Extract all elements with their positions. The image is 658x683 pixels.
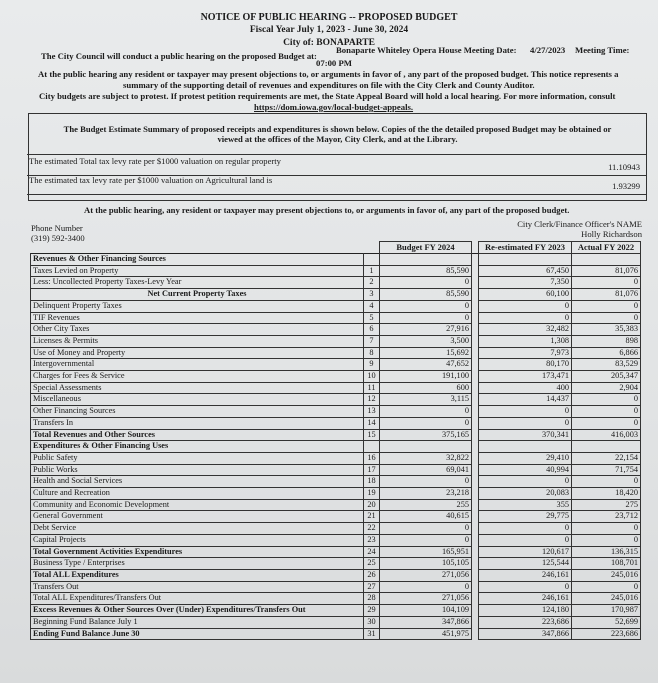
column-spacer — [472, 265, 479, 277]
value-budget-fy2024: 3,115 — [380, 394, 472, 406]
table-row — [31, 628, 641, 640]
table-row — [31, 347, 641, 359]
meeting-time-label: Meeting Time: — [575, 45, 630, 55]
value-actual-fy2022 — [572, 441, 641, 453]
value-actual-fy2022: 416,003 — [572, 429, 641, 441]
table-row — [31, 558, 641, 570]
column-spacer — [472, 277, 479, 289]
notice-title: NOTICE OF PUBLIC HEARING -- PROPOSED BUDGET — [200, 12, 458, 23]
column-header-actual-fy2022: Actual FY 2022 — [572, 242, 641, 254]
column-spacer — [472, 324, 479, 336]
value-reestimated-fy2023: 0 — [479, 476, 572, 488]
column-spacer — [472, 452, 479, 464]
value-actual-fy2022: 136,315 — [572, 546, 641, 558]
row-label: Culture and Recreation — [31, 488, 364, 500]
value-reestimated-fy2023: 0 — [479, 406, 572, 418]
column-spacer — [472, 371, 479, 383]
hearing-intro: The City Council will conduct a public hearing on the proposed Budget at: — [41, 51, 317, 61]
value-budget-fy2024: 0 — [380, 277, 472, 289]
clerk-label: City Clerk/Finance Officer's NAME — [517, 219, 642, 229]
value-reestimated-fy2023: 120,617 — [479, 546, 572, 558]
column-spacer — [472, 359, 479, 371]
column-spacer — [472, 335, 479, 347]
budget-table — [30, 241, 641, 640]
value-actual-fy2022: 0 — [572, 581, 641, 593]
column-spacer — [472, 605, 479, 617]
column-spacer — [472, 534, 479, 546]
column-spacer — [472, 441, 479, 453]
row-label: Use of Money and Property — [31, 347, 364, 359]
header-line-number — [364, 242, 380, 254]
line-number: 28 — [364, 593, 380, 605]
value-reestimated-fy2023: 20,083 — [479, 488, 572, 500]
line-number: 29 — [364, 605, 380, 617]
value-reestimated-fy2023: 0 — [479, 534, 572, 546]
table-row — [31, 265, 641, 277]
value-actual-fy2022: 170,987 — [572, 605, 641, 617]
phone-label: Phone Number — [31, 223, 83, 233]
column-spacer — [472, 488, 479, 500]
value-budget-fy2024: 375,165 — [380, 429, 472, 441]
row-label: Other Financing Sources — [31, 406, 364, 418]
value-actual-fy2022: 22,154 — [572, 452, 641, 464]
row-label: Beginning Fund Balance July 1 — [31, 616, 364, 628]
appeals-link[interactable]: https://dom.iowa.gov/local-budget-appeals. — [254, 102, 414, 112]
line-number — [364, 254, 380, 266]
line-number: 3 — [364, 289, 380, 301]
column-spacer — [472, 581, 479, 593]
meeting-date: 4/27/2023 — [530, 45, 566, 55]
objection-paragraph-line2: summary of the supporting detail of revenues and expenditures on file with the City Clerk and County Auditor. — [123, 80, 535, 90]
value-actual-fy2022: 2,904 — [572, 382, 641, 394]
table-row — [31, 429, 641, 441]
table-row — [31, 277, 641, 289]
table-row — [31, 523, 641, 535]
value-actual-fy2022: 205,347 — [572, 371, 641, 383]
value-budget-fy2024: 0 — [380, 534, 472, 546]
ag-levy-rate-value: 1.93299 — [612, 181, 640, 191]
table-row — [31, 593, 641, 605]
value-budget-fy2024: 85,590 — [380, 289, 472, 301]
row-label: Debt Service — [31, 523, 364, 535]
value-budget-fy2024: 347,866 — [380, 616, 472, 628]
table-row — [31, 534, 641, 546]
value-budget-fy2024: 0 — [380, 417, 472, 429]
value-budget-fy2024: 27,916 — [380, 324, 472, 336]
value-actual-fy2022: 6,866 — [572, 347, 641, 359]
header-blank — [31, 242, 364, 254]
line-number: 12 — [364, 394, 380, 406]
value-reestimated-fy2023: 246,161 — [479, 569, 572, 581]
table-row — [31, 324, 641, 336]
value-actual-fy2022: 81,076 — [572, 289, 641, 301]
line-number: 18 — [364, 476, 380, 488]
table-row — [31, 300, 641, 312]
value-reestimated-fy2023: 347,866 — [479, 628, 572, 640]
value-budget-fy2024: 3,500 — [380, 335, 472, 347]
value-budget-fy2024: 271,056 — [380, 569, 472, 581]
row-label: Intergovernmental — [31, 359, 364, 371]
column-spacer — [472, 300, 479, 312]
value-reestimated-fy2023: 400 — [479, 382, 572, 394]
column-spacer — [472, 242, 479, 254]
regular-levy-rate-row — [27, 154, 646, 176]
table-row — [31, 254, 641, 266]
value-reestimated-fy2023: 223,686 — [479, 616, 572, 628]
value-budget-fy2024: 271,056 — [380, 593, 472, 605]
value-budget-fy2024: 69,041 — [380, 464, 472, 476]
table-row — [31, 382, 641, 394]
row-label: Public Works — [31, 464, 364, 476]
row-label: Charges for Fees & Service — [31, 371, 364, 383]
column-spacer — [472, 429, 479, 441]
value-actual-fy2022: 223,686 — [572, 628, 641, 640]
column-spacer — [472, 558, 479, 570]
value-reestimated-fy2023: 370,341 — [479, 429, 572, 441]
table-row — [31, 406, 641, 418]
row-label: Total ALL Expenditures — [31, 569, 364, 581]
value-budget-fy2024: 0 — [380, 312, 472, 324]
row-label: Health and Social Services — [31, 476, 364, 488]
column-spacer — [472, 394, 479, 406]
clerk-name: Holly Richardson — [581, 229, 642, 239]
row-label: Capital Projects — [31, 534, 364, 546]
value-actual-fy2022: 245,016 — [572, 593, 641, 605]
ag-levy-rate-label: The estimated tax levy rate per $1000 valuation on Agricultural land is — [29, 175, 273, 185]
column-spacer — [472, 312, 479, 324]
value-reestimated-fy2023 — [479, 254, 572, 266]
line-number: 24 — [364, 546, 380, 558]
value-reestimated-fy2023: 29,775 — [479, 511, 572, 523]
line-number: 1 — [364, 265, 380, 277]
row-label: Net Current Property Taxes — [31, 289, 364, 301]
value-reestimated-fy2023: 173,471 — [479, 371, 572, 383]
value-actual-fy2022: 0 — [572, 523, 641, 535]
value-budget-fy2024: 600 — [380, 382, 472, 394]
budget-summary-box — [28, 113, 647, 201]
value-actual-fy2022: 35,383 — [572, 324, 641, 336]
line-number — [364, 441, 380, 453]
column-spacer — [472, 476, 479, 488]
value-reestimated-fy2023: 0 — [479, 523, 572, 535]
phone-number: (319) 592-3400 — [31, 233, 85, 243]
table-row — [31, 312, 641, 324]
column-spacer — [472, 254, 479, 266]
row-label: Transfers In — [31, 417, 364, 429]
value-reestimated-fy2023: 32,482 — [479, 324, 572, 336]
value-budget-fy2024: 451,975 — [380, 628, 472, 640]
row-label: Excess Revenues & Other Sources Over (Under) Expenditures/Transfers Out — [31, 605, 364, 617]
line-number: 5 — [364, 312, 380, 324]
row-label: Expenditures & Other Financing Uses — [31, 441, 364, 453]
table-row — [31, 289, 641, 301]
value-reestimated-fy2023: 0 — [479, 581, 572, 593]
table-row — [31, 417, 641, 429]
column-spacer — [472, 289, 479, 301]
line-number: 15 — [364, 429, 380, 441]
hearing-location: Bonaparte Whiteley Opera House Meeting Date: — [336, 45, 517, 55]
value-budget-fy2024: 105,105 — [380, 558, 472, 570]
value-reestimated-fy2023: 14,437 — [479, 394, 572, 406]
value-reestimated-fy2023: 0 — [479, 300, 572, 312]
objection-paragraph-line1: At the public hearing any resident or taxpayer may present objections to, or arguments in favor of , any part of the proposed budget. This notice represents a — [38, 69, 619, 79]
column-spacer — [472, 511, 479, 523]
value-reestimated-fy2023: 67,450 — [479, 265, 572, 277]
summary-line1: The Budget Estimate Summary of proposed receipts and expenditures is shown below. Copies of the the detailed proposed Budget may be obtained or — [63, 124, 612, 134]
column-spacer — [472, 406, 479, 418]
value-budget-fy2024 — [380, 254, 472, 266]
row-label: Community and Economic Development — [31, 499, 364, 511]
protest-paragraph-line1: City budgets are subject to protest. If protest petition requirements are met, the State Appeal Board will hold a local hearing. For more information, consult — [39, 91, 616, 101]
value-reestimated-fy2023: 29,410 — [479, 452, 572, 464]
regular-levy-rate-value: 11.10943 — [608, 162, 640, 172]
value-actual-fy2022 — [572, 254, 641, 266]
value-actual-fy2022: 0 — [572, 300, 641, 312]
line-number: 16 — [364, 452, 380, 464]
table-row — [31, 605, 641, 617]
row-label: TIF Revenues — [31, 312, 364, 324]
line-number: 21 — [364, 511, 380, 523]
value-budget-fy2024: 191,100 — [380, 371, 472, 383]
value-actual-fy2022: 18,420 — [572, 488, 641, 500]
value-budget-fy2024: 32,822 — [380, 452, 472, 464]
row-label: Less: Uncollected Property Taxes-Levy Year — [31, 277, 364, 289]
table-row — [31, 511, 641, 523]
fiscal-year: Fiscal Year July 1, 2023 - June 30, 2024 — [249, 25, 409, 35]
value-budget-fy2024: 47,652 — [380, 359, 472, 371]
table-row — [31, 546, 641, 558]
line-number: 7 — [364, 335, 380, 347]
value-actual-fy2022: 108,701 — [572, 558, 641, 570]
column-header-budget-fy2024: Budget FY 2024 — [380, 242, 472, 254]
column-spacer — [472, 628, 479, 640]
hearing-statement: At the public hearing, any resident or taxpayer may present objections to, or arguments in favor of, any part of the proposed budget. — [84, 205, 570, 215]
column-spacer — [472, 417, 479, 429]
ag-levy-rate-row — [27, 174, 646, 195]
value-actual-fy2022: 0 — [572, 394, 641, 406]
table-row — [31, 441, 641, 453]
value-actual-fy2022: 0 — [572, 406, 641, 418]
table-row — [31, 488, 641, 500]
column-spacer — [472, 569, 479, 581]
city-name: City of: BONAPARTE — [283, 38, 375, 48]
value-budget-fy2024: 0 — [380, 523, 472, 535]
line-number: 25 — [364, 558, 380, 570]
value-actual-fy2022: 0 — [572, 476, 641, 488]
value-budget-fy2024: 0 — [380, 406, 472, 418]
value-actual-fy2022: 83,529 — [572, 359, 641, 371]
column-spacer — [472, 499, 479, 511]
line-number: 26 — [364, 569, 380, 581]
value-reestimated-fy2023: 125,544 — [479, 558, 572, 570]
row-label: Taxes Levied on Property — [31, 265, 364, 277]
row-label: Ending Fund Balance June 30 — [31, 628, 364, 640]
line-number: 22 — [364, 523, 380, 535]
column-spacer — [472, 523, 479, 535]
row-label: Total Revenues and Other Sources — [31, 429, 364, 441]
row-label: Licenses & Permits — [31, 335, 364, 347]
table-row — [31, 335, 641, 347]
value-actual-fy2022: 23,712 — [572, 511, 641, 523]
line-number: 2 — [364, 277, 380, 289]
line-number: 11 — [364, 382, 380, 394]
table-row — [31, 499, 641, 511]
value-reestimated-fy2023: 124,180 — [479, 605, 572, 617]
row-label: Total Government Activities Expenditures — [31, 546, 364, 558]
table-row — [31, 581, 641, 593]
line-number: 9 — [364, 359, 380, 371]
column-spacer — [472, 464, 479, 476]
line-number: 4 — [364, 300, 380, 312]
value-actual-fy2022: 52,699 — [572, 616, 641, 628]
table-row — [31, 452, 641, 464]
summary-line2: viewed at the offices of the Mayor, City Clerk, and at the Library. — [217, 134, 458, 144]
value-reestimated-fy2023: 40,994 — [479, 464, 572, 476]
column-header-reestimated-fy2023: Re-estimated FY 2023 — [479, 242, 572, 254]
value-reestimated-fy2023 — [479, 441, 572, 453]
value-budget-fy2024 — [380, 441, 472, 453]
value-budget-fy2024: 23,218 — [380, 488, 472, 500]
value-reestimated-fy2023: 0 — [479, 417, 572, 429]
value-reestimated-fy2023: 7,973 — [479, 347, 572, 359]
value-actual-fy2022: 71,754 — [572, 464, 641, 476]
line-number: 27 — [364, 581, 380, 593]
table-row — [31, 569, 641, 581]
value-actual-fy2022: 0 — [572, 534, 641, 546]
value-reestimated-fy2023: 355 — [479, 499, 572, 511]
line-number: 8 — [364, 347, 380, 359]
value-budget-fy2024: 0 — [380, 476, 472, 488]
value-budget-fy2024: 15,692 — [380, 347, 472, 359]
row-label: Total ALL Expenditures/Transfers Out — [31, 593, 364, 605]
value-actual-fy2022: 245,016 — [572, 569, 641, 581]
table-header-row — [31, 242, 641, 254]
value-budget-fy2024: 40,615 — [380, 511, 472, 523]
row-label: Delinquent Property Taxes — [31, 300, 364, 312]
column-spacer — [472, 546, 479, 558]
table-body — [31, 254, 641, 640]
line-number: 30 — [364, 616, 380, 628]
value-actual-fy2022: 0 — [572, 417, 641, 429]
row-label: Miscellaneous — [31, 394, 364, 406]
line-number: 17 — [364, 464, 380, 476]
row-label: General Government — [31, 511, 364, 523]
value-reestimated-fy2023: 60,100 — [479, 289, 572, 301]
table-row — [31, 394, 641, 406]
row-label: Public Safety — [31, 452, 364, 464]
line-number: 31 — [364, 628, 380, 640]
row-label: Transfers Out — [31, 581, 364, 593]
line-number: 10 — [364, 371, 380, 383]
column-spacer — [472, 347, 479, 359]
line-number: 19 — [364, 488, 380, 500]
line-number: 23 — [364, 534, 380, 546]
value-reestimated-fy2023: 7,350 — [479, 277, 572, 289]
value-reestimated-fy2023: 0 — [479, 312, 572, 324]
value-actual-fy2022: 0 — [572, 277, 641, 289]
line-number: 13 — [364, 406, 380, 418]
value-reestimated-fy2023: 1,308 — [479, 335, 572, 347]
value-budget-fy2024: 85,590 — [380, 265, 472, 277]
value-budget-fy2024: 165,951 — [380, 546, 472, 558]
value-budget-fy2024: 0 — [380, 581, 472, 593]
value-reestimated-fy2023: 246,161 — [479, 593, 572, 605]
value-budget-fy2024: 0 — [380, 300, 472, 312]
table-row — [31, 476, 641, 488]
value-actual-fy2022: 0 — [572, 312, 641, 324]
row-label: Business Type / Enterprises — [31, 558, 364, 570]
value-actual-fy2022: 898 — [572, 335, 641, 347]
value-actual-fy2022: 275 — [572, 499, 641, 511]
meeting-time: 07:00 PM — [316, 58, 352, 68]
table-row — [31, 464, 641, 476]
value-budget-fy2024: 255 — [380, 499, 472, 511]
table-row — [31, 359, 641, 371]
row-label: Revenues & Other Financing Sources — [31, 254, 364, 266]
table-row — [31, 616, 641, 628]
column-spacer — [472, 593, 479, 605]
value-budget-fy2024: 104,109 — [380, 605, 472, 617]
line-number: 14 — [364, 417, 380, 429]
line-number: 20 — [364, 499, 380, 511]
regular-levy-rate-label: The estimated Total tax levy rate per $1000 valuation on regular property — [29, 156, 281, 166]
row-label: Special Assessments — [31, 382, 364, 394]
row-label: Other City Taxes — [31, 324, 364, 336]
table-row — [31, 371, 641, 383]
column-spacer — [472, 382, 479, 394]
value-actual-fy2022: 81,076 — [572, 265, 641, 277]
value-reestimated-fy2023: 80,170 — [479, 359, 572, 371]
line-number: 6 — [364, 324, 380, 336]
column-spacer — [472, 616, 479, 628]
